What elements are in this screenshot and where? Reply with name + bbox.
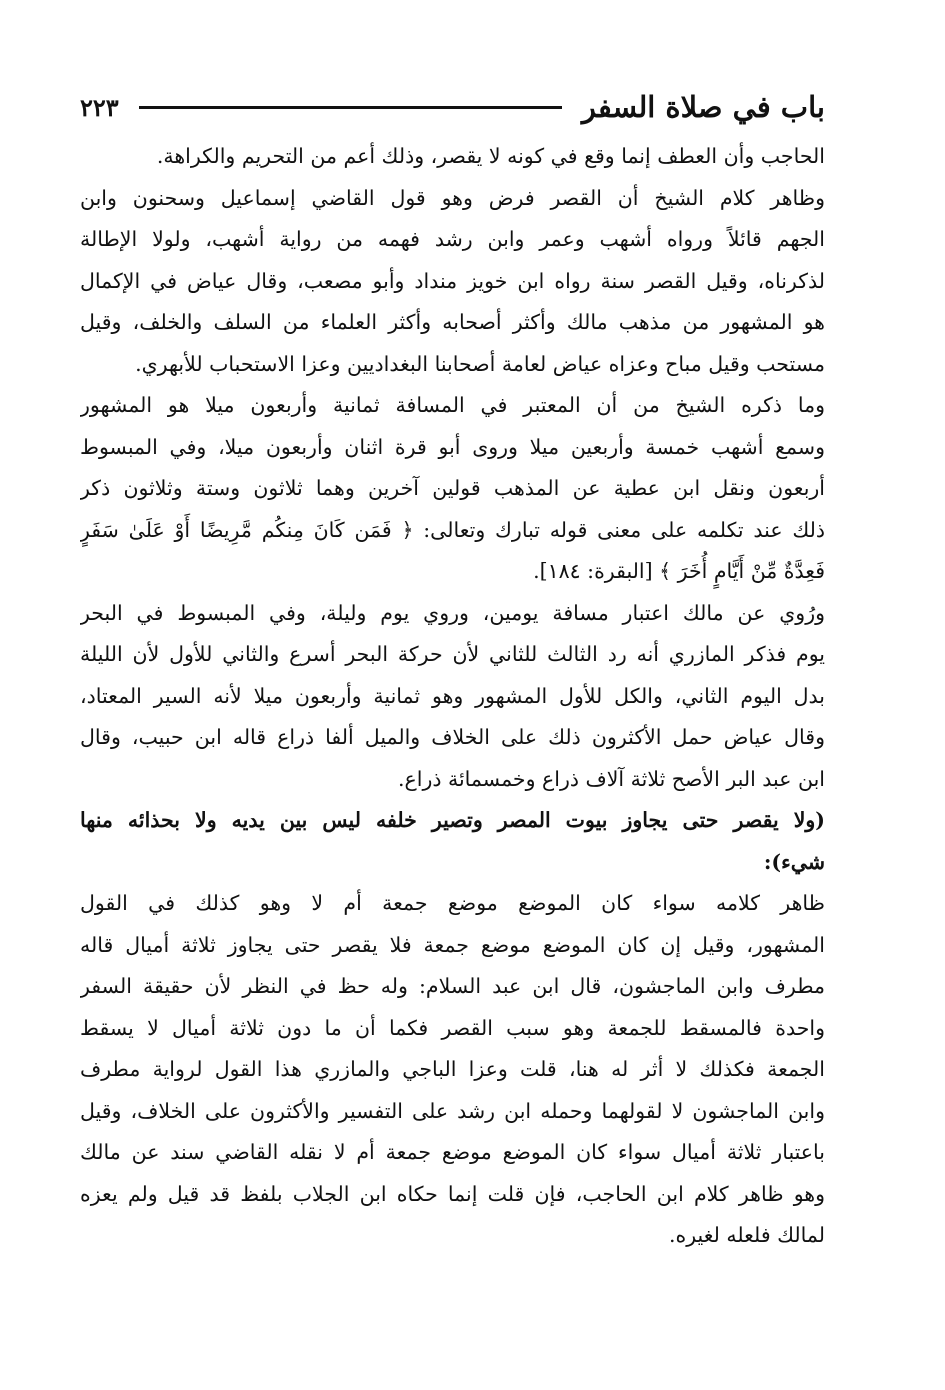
text-line: ورُوي عن مالك اعتبار مسافة يومين، وروي يوم وليلة، وفي المبسوط في البحر <box>80 600 825 625</box>
body-text <box>80 136 825 1257</box>
text-line: وظاهر كلام الشيخ أن القصر فرض وهو قول القاضي إسماعيل وسحنون وابن <box>80 185 825 210</box>
text-line: الحاجب وأن العطف إنما وقع في كونه لا يقصر، وذلك أعم من التحريم والكراهة. <box>156 144 825 168</box>
header-rule <box>139 106 562 109</box>
text-line: بدل اليوم الثاني، والكل للأول المشهور وهو ثمانية وأربعون ميلا لأنه السير المعتاد، <box>80 683 825 708</box>
text-line: الجهم قائلاً ورواه أشهب وعمر وابن رشد فهمه من رواية أشهب، ولولا الإطالة <box>80 227 825 251</box>
text-line: وابن الماجشون لا لقولهما وحمله ابن رشد على التفسير والأكثرون على الخلاف، وقيل <box>80 1098 825 1123</box>
text-line: مستحب وقيل مباح وعزاه عياض لعامة أصحابنا البغداديين وعزا الاستحباب للأبهري. <box>135 351 825 376</box>
text-line: هو المشهور من مذهب مالك وأكثر أصحابه وأكثر العلماء من السلف والخلف، وقيل <box>80 310 825 334</box>
text-line: وقال عياض حمل الأكثرون ذلك على الخلاف والميل ألفا ذراع قاله ابن حبيب، وقال <box>80 725 825 749</box>
text-line: واحدة فالمسقط للجمعة وهو سبب القصر فكما أن ما دون ثلاثة أميال لا يسقط <box>80 1015 825 1040</box>
text-line: مطرف وابن الماجشون، قال ابن عبد السلام: وله حظ في النظر لأن حقيقة السفر <box>80 974 825 998</box>
chapter-title: باب في صلاة السفر <box>581 90 825 124</box>
text-line: يوم فذكر المازري أنه رد الثالث للثاني لأن حركة البحر أسرع والثاني للأول لأن الليلة <box>80 642 825 666</box>
text-line: فَعِدَّةٌ مِّنْ أَيَّامٍ أُخَرَ ﴾ [البقرة: ١٨٤]. <box>533 559 825 583</box>
text-line: باعتبار ثلاثة أميال سواء كان الموضع موضع جمعة أم لا نقله القاضي سند عن مالك <box>80 1140 825 1164</box>
text-line: لمالك فلعله لغيره. <box>668 1223 825 1247</box>
text-line: المشهور، وقيل إن كان الموضع موضع جمعة فلا يقصر حتى يجاوز ثلاثة أميال قاله <box>80 932 825 957</box>
text-line: لذكرناه، وقيل القصر سنة رواه ابن خويز منداد وأبو مصعب، وقال عياض في الإكمال <box>80 268 825 293</box>
text-line: ذلك عند تكلمه على معنى قوله تبارك وتعالى: ﴿ فَمَن كَانَ مِنكُم مَّرِيضًا أَوْ عَلَىٰ سَفَرٍ <box>80 517 825 542</box>
text-line: ظاهر كلامه سواء كان الموضع موضع جمعة أم لا وهو كذلك في القول <box>80 891 825 915</box>
text-line: وما ذكره الشيخ من أن المعتبر في المسافة ثمانية وأربعون ميلا هو المشهور <box>80 393 825 417</box>
section-heading-line: (ولا يقصر حتى يجاوز بيوت المصر وتصير خلفه ليس بين يديه ولا بحذائه منها <box>80 808 825 832</box>
text-line: وسمع أشهب خمسة وأربعين ميلا وروى أبو قرة اثنان وأربعون ميلا، وفي المبسوط <box>80 434 825 459</box>
text-line: الجمعة فكذلك لا أثر له هنا، قلت وعزا الباجي والمازري هذا القول لرواية مطرف <box>80 1057 825 1081</box>
running-header <box>80 84 825 130</box>
text-line: أربعون ونقل ابن عطية عن المذهب قولين آخرين وهما ثلاثون وستة وثلاثون ذكر <box>80 476 825 500</box>
text-line: وهو ظاهر كلام ابن الحاجب، فإن قلت إنما حكاه ابن الجلاب بلفظ قد قيل ولم يعزه <box>80 1181 825 1206</box>
text-line: ابن عبد البر الأصح ثلاثة آلاف ذراع وخمسمائة ذراع. <box>398 766 825 791</box>
page-number: ٢٢٣ <box>80 92 119 122</box>
section-heading-line: شيء): <box>763 849 825 874</box>
